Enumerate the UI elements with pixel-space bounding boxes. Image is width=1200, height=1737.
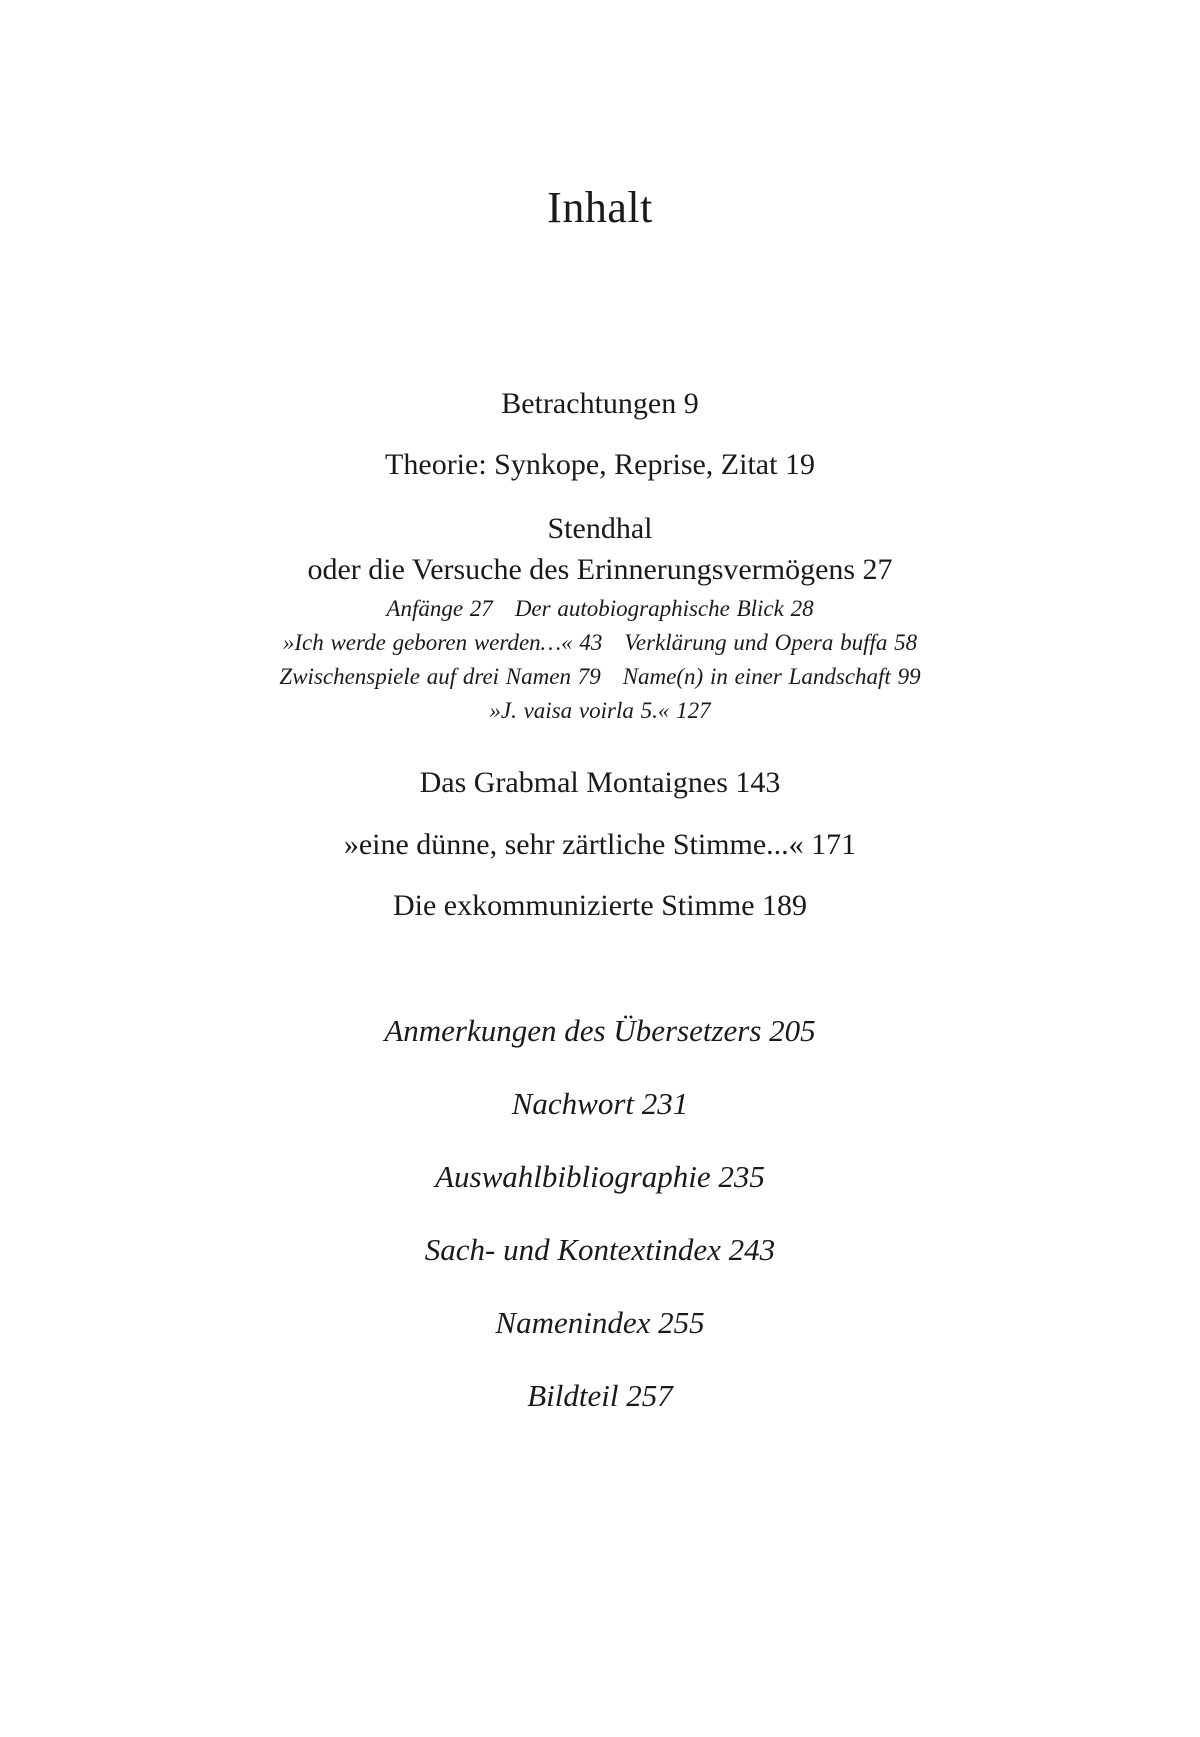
toc-subsection: »J. vaisa voirla 5.« 127 (489, 698, 711, 723)
toc-appendix-anmerkungen: Anmerkungen des Übersetzers 205 (384, 1013, 816, 1048)
toc-subsection-row (0, 631, 1200, 654)
toc-subsection-row (0, 665, 1200, 688)
toc-subsection: Anfänge 27 (386, 596, 493, 621)
toc-subsection: »Ich werde geboren werden…« 43 (282, 630, 603, 655)
toc-subsection: Zwischenspiele auf drei Namen 79 (279, 664, 601, 689)
page-title: Inhalt (547, 183, 653, 232)
toc-entry-stendhal: Stendhal (547, 512, 653, 545)
toc-appendix-sachindex: Sach- und Kontextindex 243 (424, 1232, 776, 1267)
toc-entry-stendhal-subtitle: oder die Versuche des Erinnerungsvermögens 27 (307, 553, 893, 586)
toc-appendix-bibliographie: Auswahlbibliographie 235 (435, 1159, 765, 1194)
toc-entry-betrachtungen: Betrachtungen 9 (501, 387, 699, 420)
toc-subsection-row (0, 597, 1200, 620)
toc-entry-theorie: Theorie: Synkope, Reprise, Zitat 19 (385, 448, 815, 481)
toc-entry-grabmal: Das Grabmal Montaignes 143 (419, 766, 781, 799)
toc-subsection-row (0, 699, 1200, 722)
toc-entry-duenne-stimme: »eine dünne, sehr zärtliche Stimme...« 171 (343, 828, 857, 861)
toc-subsection: Der autobiographische Blick 28 (514, 596, 814, 621)
toc-appendix-nachwort: Nachwort 231 (511, 1086, 689, 1121)
toc-subsection: Name(n) in einer Landschaft 99 (622, 664, 921, 689)
toc-subsection: Verklärung und Opera buffa 58 (624, 630, 918, 655)
toc-appendix-bildteil: Bildteil 257 (527, 1378, 673, 1413)
toc-entry-exkommunizierte-stimme: Die exkommunizierte Stimme 189 (392, 889, 808, 922)
toc-appendix-namenindex: Namenindex 255 (495, 1305, 705, 1340)
